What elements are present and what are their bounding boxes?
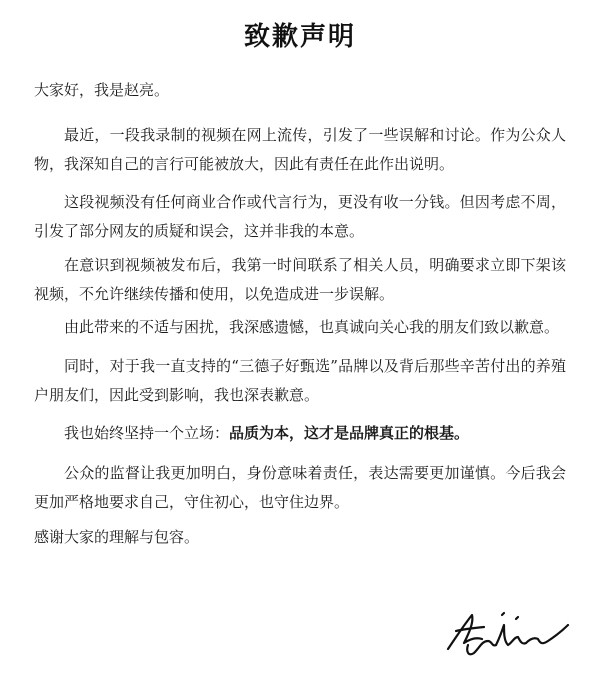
paragraph-6-lead: 我也始终坚持一个立场： [64, 424, 230, 442]
handwritten-signature-icon [438, 601, 578, 663]
paragraph-1: 最近，一段我录制的视频在网上流传，引发了一些误解和讨论。作为公众人物，我深知自己的言行可能被放大，因此有责任在此作出说明。 [34, 126, 566, 173]
paragraph-7: 公众的监督让我更加明白，身份意味着责任，表达需要更加谨慎。今后我会更加严格地要求自己，守住初心，也守住边界。 [34, 464, 566, 511]
document-title: 致歉声明 [243, 22, 356, 52]
paragraph-3: 在意识到视频被发布后，我第一时间联系了相关人员，明确要求立即下架该视频，不允许继续传播和使用，以免造成进一步误解。 [34, 256, 566, 303]
greeting: 大家好，我是赵亮。 [34, 81, 170, 99]
paragraph-6-bold: 品质为本，这才是品牌真正的根基。 [229, 424, 470, 442]
closing-line: 感谢大家的理解与包容。 [34, 528, 200, 546]
paragraph-5: 同时，对于我一直支持的“三德子好甄选”品牌以及背后那些辛苦付出的养殖户朋友们，因此受到影响，我也深表歉意。 [34, 357, 566, 404]
paragraph-6 [34, 419, 566, 448]
paragraph-4: 由此带来的不适与困扰，我深感遗憾，也真诚向关心我的朋友们致以歉意。 [64, 318, 560, 336]
paragraph-2: 这段视频没有任何商业合作或代言行为，更没有收一分钱。但因考虑不周，引发了部分网友的质疑和误会，这并非我的本意。 [34, 193, 566, 240]
